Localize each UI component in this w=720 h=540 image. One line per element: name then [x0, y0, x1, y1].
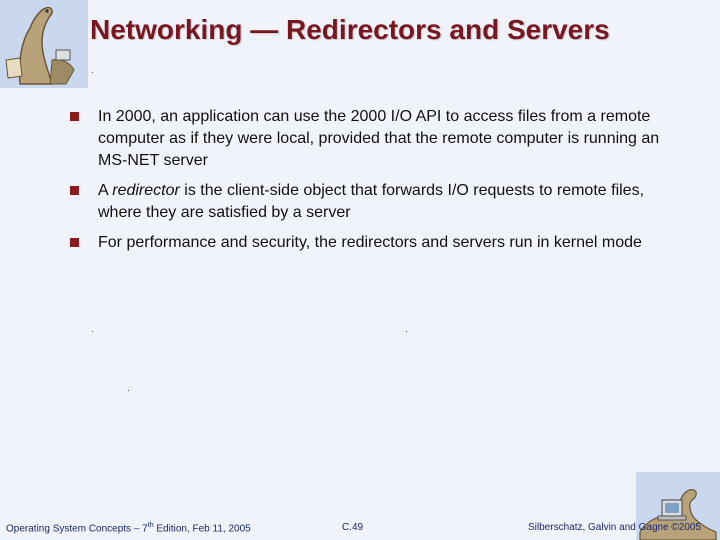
decorative-dot — [406, 331, 407, 332]
footer-page-number: C.49 — [342, 522, 364, 533]
square-bullet-icon — [70, 112, 79, 121]
footer-copyright: Silberschatz, Galvin and Gagne ©2005 — [528, 522, 702, 533]
slide-title: Networking — Redirectors and Servers — [90, 14, 610, 45]
decorative-dot — [92, 331, 93, 332]
bullet-item — [70, 232, 670, 254]
footer-left-text: Operating System Concepts – 7 — [6, 523, 148, 535]
square-bullet-icon — [70, 186, 79, 195]
bullet-list — [70, 106, 670, 262]
footer-book-title — [6, 522, 251, 534]
bullet-emphasis: redirector — [112, 182, 180, 199]
decorative-dot — [92, 72, 93, 73]
bullet-text: In 2000, an application can use the 2000 I/O API to access files from a remote computer as if they were local, provided that the remote computer is running an MS-NET server — [98, 108, 660, 169]
bullet-text-part: is the client-side object that forwards I/O requests to remote files, where they are satisfied by a server — [98, 182, 645, 221]
footer-left-text-end: Edition, Feb 11, 2005 — [153, 523, 251, 535]
bullet-text: For performance and security, the redirectors and servers run in kernel mode — [98, 234, 642, 251]
decorative-dot — [128, 390, 129, 391]
dinosaur-illustration-icon — [0, 0, 88, 88]
square-bullet-icon — [70, 238, 79, 247]
bullet-item — [70, 180, 670, 224]
footer-left-sup: th — [147, 522, 154, 529]
bullet-text-part: A — [98, 182, 113, 199]
bullet-item — [70, 106, 670, 172]
